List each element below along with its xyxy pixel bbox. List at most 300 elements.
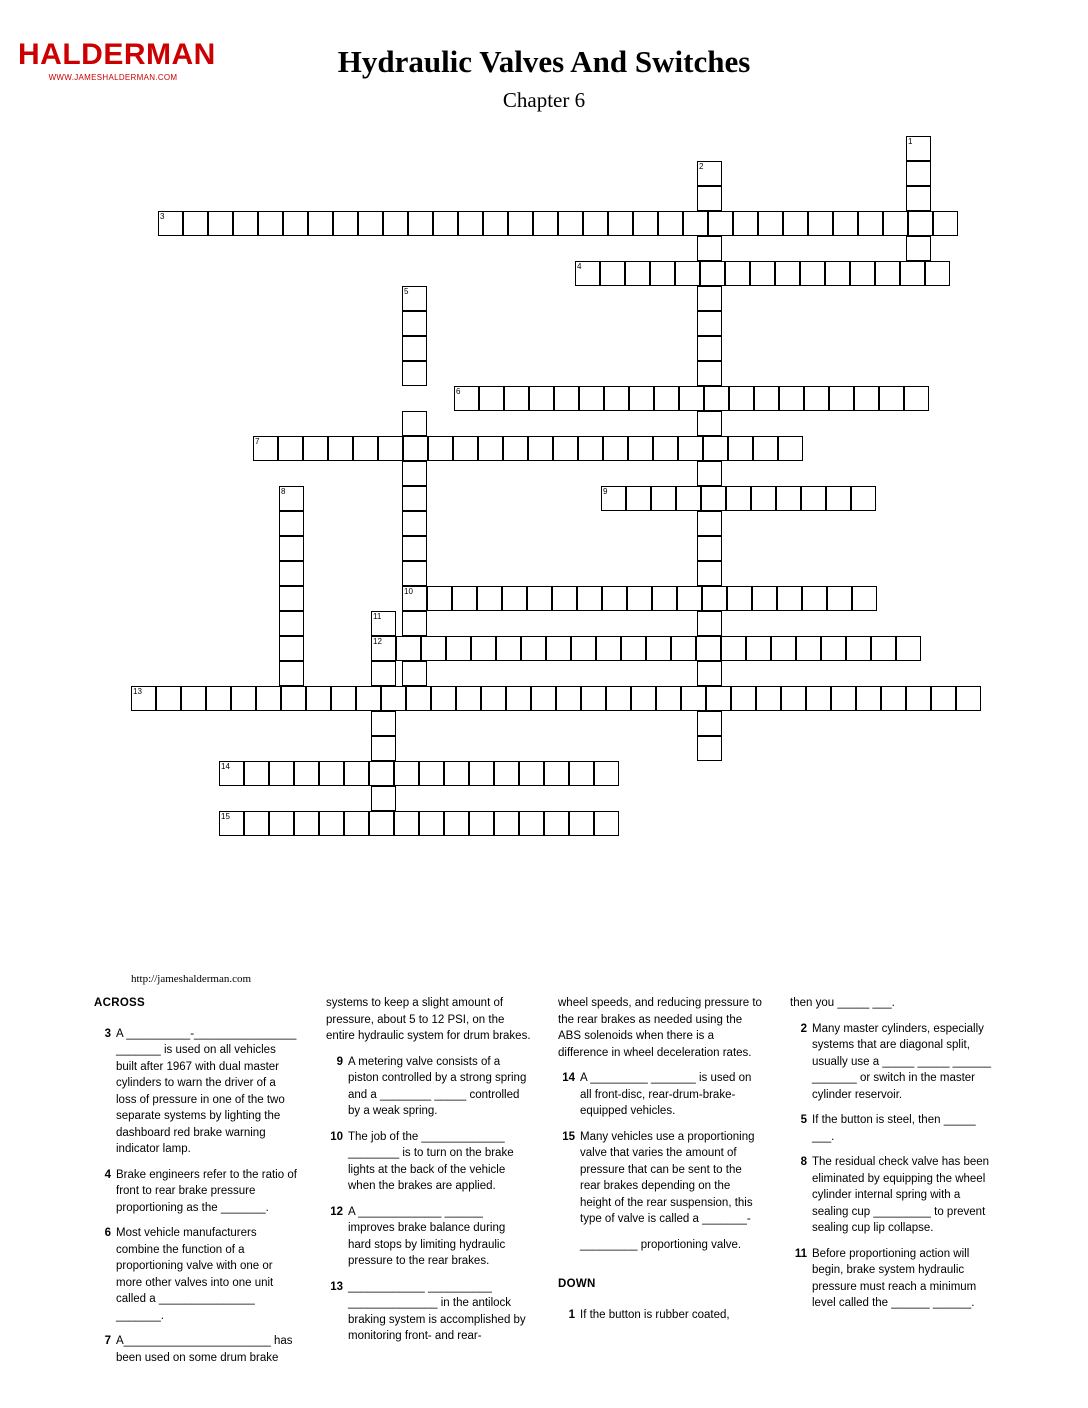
crossword-cell[interactable] [433,211,458,236]
crossword-cell[interactable] [802,586,827,611]
clue-text: Many vehicles use a proportioning valve that varies the amount of pressure that can be sent to the rear brakes depending on the height of the rear suspension, this type of valve is called a _______- [580,1130,755,1225]
crossword-cell[interactable] [402,536,427,561]
source-url-text: http://jameshalderman.com [131,973,252,985]
crossword-cell[interactable] [244,811,269,836]
crossword-cell[interactable] [283,211,308,236]
crossword-cell[interactable] [697,461,722,486]
crossword-cell[interactable] [881,686,906,711]
crossword-cell[interactable] [408,211,433,236]
crossword-cell[interactable] [402,561,427,586]
crossword-cell[interactable] [753,436,778,461]
crossword-cell[interactable] [733,211,758,236]
crossword-cell[interactable] [402,586,427,611]
crossword-cell[interactable] [571,636,596,661]
crossword-cell[interactable] [279,636,304,661]
clue-text: The job of the _____________ ________ is to turn on the brake lights at the back of the vehicle when the brakes are applied. [348,1130,514,1192]
crossword-cell[interactable] [751,486,776,511]
crossword-cell[interactable] [269,811,294,836]
crossword-cell[interactable] [402,461,427,486]
crossword-cell[interactable] [496,636,521,661]
crossword-cell[interactable] [831,686,856,711]
crossword-cell[interactable] [344,761,369,786]
crossword-cell[interactable] [651,486,676,511]
crossword-cell[interactable] [258,211,283,236]
crossword-cell[interactable] [244,761,269,786]
crossword-cell[interactable] [206,686,231,711]
crossword-cell[interactable] [504,386,529,411]
crossword-cell[interactable] [697,661,722,686]
crossword-cell[interactable] [427,586,452,611]
crossword-cell[interactable] [502,586,527,611]
crossword-cell[interactable] [569,811,594,836]
crossword-cell[interactable] [956,686,981,711]
crossword-cell[interactable] [279,486,304,511]
crossword-cell[interactable] [697,511,722,536]
clue-number: 8 [800,1156,807,1168]
crossword-cell[interactable] [306,686,331,711]
crossword-cell[interactable] [331,686,356,711]
crossword-cell[interactable] [677,586,702,611]
cell-number: 5 [404,287,409,296]
cell-number: 1 [908,137,913,146]
crossword-cell[interactable] [603,436,628,461]
crossword-cell[interactable] [721,636,746,661]
crossword-cell[interactable] [503,436,528,461]
crossword-cell[interactable] [471,636,496,661]
crossword-cell[interactable] [906,686,931,711]
crossword-cell[interactable] [481,686,506,711]
clue-across-3 [94,1026,299,1158]
crossword-cell[interactable] [904,386,929,411]
clue-text: Most vehicle manufacturers combine the function of a proportioning valve with one or more other valves into one unit called a _______________ _______. [116,1227,274,1322]
crossword-cell[interactable] [483,211,508,236]
crossword-cell[interactable] [708,211,733,236]
clue-text: A_______________________ has been used on some drum brake [116,1335,293,1364]
crossword-cell[interactable] [906,186,931,211]
crossword-cell[interactable] [344,811,369,836]
crossword-cell[interactable] [308,211,333,236]
crossword-cell[interactable] [402,336,427,361]
crossword-cell[interactable] [600,261,625,286]
cell-number: 12 [373,637,382,646]
crossword-cell[interactable] [553,436,578,461]
crossword-cell[interactable] [631,686,656,711]
crossword-cell[interactable] [652,586,677,611]
crossword-cell[interactable] [729,386,754,411]
crossword-cell[interactable] [358,211,383,236]
crossword-cell[interactable] [156,686,181,711]
crossword-cell[interactable] [396,636,421,661]
crossword-cell[interactable] [883,211,908,236]
crossword-cell[interactable] [402,361,427,386]
crossword-cell[interactable] [606,686,631,711]
crossword-cell[interactable] [452,586,477,611]
crossword-cell[interactable] [402,511,427,536]
crossword-cell[interactable] [478,436,503,461]
crossword-cell[interactable] [858,211,883,236]
crossword-cell[interactable] [679,386,704,411]
crossword-cell[interactable] [628,436,653,461]
crossword-cell[interactable] [521,636,546,661]
crossword-cell[interactable] [701,486,726,511]
crossword-cell[interactable] [754,386,779,411]
crossword-cell[interactable] [469,761,494,786]
crossword-cell[interactable] [626,486,651,511]
crossword-cell[interactable] [419,811,444,836]
crossword-cell[interactable] [728,436,753,461]
crossword-cell[interactable] [278,436,303,461]
crossword-cell[interactable] [279,611,304,636]
crossword-cell[interactable] [604,386,629,411]
crossword-cell[interactable] [444,811,469,836]
crossword-cell[interactable] [279,661,304,686]
crossword-cell[interactable] [781,686,806,711]
crossword-cell[interactable] [654,386,679,411]
crossword-cell[interactable] [821,636,846,661]
crossword-cell[interactable] [704,386,729,411]
crossword-cell[interactable] [546,636,571,661]
crossword-cell[interactable] [678,436,703,461]
crossword-cell[interactable] [454,386,479,411]
clue-number: 12 [330,1205,343,1218]
crossword-cell[interactable] [371,611,396,636]
crossword-cell[interactable] [906,236,931,261]
clue-across-15-continuation [558,1237,763,1254]
logo-website-text: WWW.JAMESHALDERMAN.COM [48,73,178,82]
crossword-cell[interactable] [908,211,933,236]
cell-number: 3 [160,212,165,221]
crossword-cell[interactable] [528,436,553,461]
crossword-cell[interactable] [333,211,358,236]
crossword-cell[interactable] [906,136,931,161]
crossword-cell[interactable] [758,211,783,236]
crossword-cell[interactable] [219,811,244,836]
cell-number: 4 [577,262,582,271]
crossword-cell[interactable] [371,786,396,811]
crossword-cell[interactable] [208,211,233,236]
clue-number: 4 [104,1168,111,1181]
crossword-cell[interactable] [608,211,633,236]
crossword-cell[interactable] [402,611,427,636]
crossword-cell[interactable] [653,436,678,461]
crossword-cell[interactable] [656,686,681,711]
crossword-cell[interactable] [697,711,722,736]
clue-column-2 [326,995,531,1354]
crossword-cell[interactable] [697,186,722,211]
crossword-cell[interactable] [775,261,800,286]
crossword-cell[interactable] [697,611,722,636]
crossword-cell[interactable] [281,686,306,711]
crossword-cell[interactable] [700,261,725,286]
crossword-cell[interactable] [371,711,396,736]
crossword-cell[interactable] [825,261,850,286]
crossword-cell[interactable] [381,686,406,711]
crossword-cell[interactable] [279,586,304,611]
crossword-cell[interactable] [527,586,552,611]
crossword-cell[interactable] [594,811,619,836]
crossword-cell[interactable] [629,386,654,411]
crossword-cell[interactable] [777,586,802,611]
crossword-cell[interactable] [356,686,381,711]
clue-column-1 [94,995,299,1375]
crossword-cell[interactable] [602,586,627,611]
crossword-cell[interactable] [851,486,876,511]
crossword-cell[interactable] [778,436,803,461]
crossword-cell[interactable] [697,361,722,386]
crossword-cell[interactable] [279,511,304,536]
crossword-cell[interactable] [697,336,722,361]
crossword-cell[interactable] [697,736,722,761]
crossword-cell[interactable] [219,761,244,786]
crossword-cell[interactable] [854,386,879,411]
crossword-cell[interactable] [779,386,804,411]
clue-across-4 [94,1167,299,1217]
crossword-cell[interactable] [875,261,900,286]
crossword-cell[interactable] [444,761,469,786]
crossword-cell[interactable] [750,261,775,286]
clue-text: A _____________ ______ improves brake balance during hard stops by limiting hydraulic pressure to the rear brakes. [348,1205,506,1267]
crossword-cell[interactable] [158,211,183,236]
crossword-cell[interactable] [581,686,606,711]
crossword-cell[interactable] [697,286,722,311]
clue-number: 3 [104,1027,111,1040]
crossword-cell[interactable] [231,686,256,711]
clue-across-13 [326,1279,531,1345]
clue-number: 11 [794,1247,807,1260]
crossword-cell[interactable] [697,311,722,336]
crossword-cell[interactable] [675,261,700,286]
crossword-cell[interactable] [529,386,554,411]
crossword-cell[interactable] [394,811,419,836]
clue-text: A __________-________________ _______ is used on all vehicles built after 1967 with dual master cylinders to warn the driver of a loss of pressure in one of the two separate systems by lighting the dashboard red brake warning indicator lamp. [116,1027,297,1155]
crossword-cell[interactable] [829,386,854,411]
crossword-cell[interactable] [294,761,319,786]
crossword-cell[interactable] [402,486,427,511]
crossword-cell[interactable] [806,686,831,711]
crossword-cell[interactable] [727,586,752,611]
crossword-cell[interactable] [402,661,427,686]
crossword-cell[interactable] [369,761,394,786]
crossword-cell[interactable] [256,686,281,711]
crossword-cell[interactable] [233,211,258,236]
clue-number: 14 [562,1072,575,1084]
crossword-cell[interactable] [558,211,583,236]
crossword-cell[interactable] [633,211,658,236]
crossword-cell[interactable] [578,436,603,461]
crossword-cell[interactable] [681,686,706,711]
crossword-cell[interactable] [294,811,319,836]
across-heading: ACROSS [94,997,146,1009]
crossword-cell[interactable] [269,761,294,786]
crossword-cell[interactable] [353,436,378,461]
crossword-cell[interactable] [319,761,344,786]
page-subtitle: Chapter 6 [502,88,586,112]
crossword-cell[interactable] [594,761,619,786]
crossword-cell[interactable] [697,536,722,561]
crossword-cell[interactable] [771,636,796,661]
crossword-cell[interactable] [378,436,403,461]
cell-number: 15 [221,812,230,821]
crossword-cell[interactable] [808,211,833,236]
crossword-cell[interactable] [519,761,544,786]
crossword-cell[interactable] [494,761,519,786]
cell-number: 8 [281,487,286,496]
crossword-cell[interactable] [783,211,808,236]
clue-number: 13 [330,1280,343,1293]
crossword-cell[interactable] [726,486,751,511]
crossword-cell[interactable] [596,636,621,661]
crossword-cell[interactable] [827,586,852,611]
crossword-cell[interactable] [804,386,829,411]
crossword-cell[interactable] [533,211,558,236]
crossword-cell[interactable] [801,486,826,511]
crossword-cell[interactable] [531,686,556,711]
crossword-cell[interactable] [421,636,446,661]
crossword-cell[interactable] [181,686,206,711]
clue-text: If the button is steel, then _____ ___. [812,1114,976,1143]
crossword-cell[interactable] [303,436,328,461]
crossword-cell[interactable] [328,436,353,461]
cell-number: 9 [603,487,608,496]
clue-number: 7 [104,1335,111,1347]
crossword-cell[interactable] [852,586,877,611]
crossword-cell[interactable] [896,636,921,661]
crossword-cell[interactable] [683,211,708,236]
crossword-cell[interactable] [456,686,481,711]
crossword-cell[interactable] [402,286,427,311]
crossword-cell[interactable] [671,636,696,661]
crossword-cell[interactable] [494,811,519,836]
crossword-cell[interactable] [702,586,727,611]
crossword-cell[interactable] [703,436,728,461]
clue-across-15 [558,1129,763,1228]
crossword-cell[interactable] [458,211,483,236]
crossword-cell[interactable] [697,561,722,586]
crossword-cell[interactable] [676,486,701,511]
clue-text: Brake engineers refer to the ratio of front to rear brake pressure proportioning as the _______. [116,1168,297,1214]
crossword-cell[interactable] [583,211,608,236]
crossword-cell[interactable] [479,386,504,411]
crossword-cell[interactable] [931,686,956,711]
crossword-cell[interactable] [725,261,750,286]
crossword-cell[interactable] [506,686,531,711]
crossword-cell[interactable] [575,261,600,286]
crossword-cell[interactable] [402,411,427,436]
crossword-cell[interactable] [453,436,478,461]
crossword-cell[interactable] [650,261,675,286]
crossword-cell[interactable] [756,686,781,711]
down-heading: DOWN [558,1278,596,1290]
crossword-cell[interactable] [746,636,771,661]
crossword-cell[interactable] [577,586,602,611]
crossword-cell[interactable] [253,436,278,461]
crossword-cell[interactable] [446,636,471,661]
logo-wordmark: HALDERMAN [18,38,216,71]
clue-number: 15 [562,1130,575,1143]
crossword-cell[interactable] [544,811,569,836]
crossword-cell[interactable] [554,386,579,411]
clue-down-11 [790,1246,995,1312]
crossword-cell[interactable] [706,686,731,711]
clue-across-10 [326,1129,531,1195]
crossword-cell[interactable] [776,486,801,511]
crossword-cell[interactable] [800,261,825,286]
crossword-cell[interactable] [601,486,626,511]
crossword-cell[interactable] [627,586,652,611]
crossword-cell[interactable] [319,811,344,836]
crossword-cell[interactable] [731,686,756,711]
crossword-cell[interactable] [279,536,304,561]
clue-number: 6 [104,1227,111,1239]
crossword-cell[interactable] [383,211,408,236]
crossword-cell[interactable] [428,436,453,461]
crossword-cell[interactable] [850,261,875,286]
page-title: Hydraulic Valves And Switches [337,44,751,79]
clue-text: A metering valve consists of a piston controlled by a strong spring and a ________ _____ controlled by a weak spring. [348,1055,527,1117]
crossword-cell[interactable] [906,161,931,186]
crossword-cell[interactable] [469,811,494,836]
clue-number: 2 [800,1022,807,1035]
crossword-cell[interactable] [419,761,444,786]
crossword-cell[interactable] [406,686,431,711]
crossword-cell[interactable] [369,811,394,836]
crossword-cell[interactable] [403,436,428,461]
crossword-cell[interactable] [871,636,896,661]
crossword-cell[interactable] [519,811,544,836]
crossword-cell[interactable] [621,636,646,661]
crossword-cell[interactable] [752,586,777,611]
crossword-cell[interactable] [569,761,594,786]
crossword-cell[interactable] [796,636,821,661]
crossword-cell[interactable] [508,211,533,236]
clue-text: If the button is rubber coated, [580,1308,730,1321]
crossword-cell[interactable] [900,261,925,286]
crossword-cell[interactable] [431,686,456,711]
crossword-cell[interactable] [579,386,604,411]
crossword-cell[interactable] [402,311,427,336]
crossword-cell[interactable] [131,686,156,711]
crossword-cell[interactable] [646,636,671,661]
crossword-cell[interactable] [697,411,722,436]
crossword-cell[interactable] [477,586,502,611]
crossword-cell[interactable] [826,486,851,511]
crossword-cell[interactable] [658,211,683,236]
crossword-cell[interactable] [879,386,904,411]
crossword-cell[interactable] [544,761,569,786]
crossword-cell[interactable] [846,636,871,661]
crossword-cell[interactable] [696,636,721,661]
crossword-cell[interactable] [925,261,950,286]
crossword-cell[interactable] [394,761,419,786]
crossword-cell[interactable] [856,686,881,711]
crossword-cell[interactable] [279,561,304,586]
crossword-cell[interactable] [697,161,722,186]
clue-column-3 [558,995,763,1332]
cell-number: 2 [699,162,704,171]
crossword-cell[interactable] [371,736,396,761]
crossword-cell[interactable] [833,211,858,236]
crossword-cell[interactable] [183,211,208,236]
crossword-cell[interactable] [697,236,722,261]
clue-text: Many master cylinders, especially systems that are diagonal split, usually use a _____ _____ ______ _______ or switch in the master cylinder reservoir. [812,1022,992,1101]
crossword-cell[interactable] [625,261,650,286]
cell-number: 13 [133,687,142,696]
crossword-cell[interactable] [371,661,396,686]
crossword-cell[interactable] [371,636,396,661]
crossword-cell[interactable] [933,211,958,236]
crossword-cell[interactable] [556,686,581,711]
crossword-cell[interactable] [552,586,577,611]
